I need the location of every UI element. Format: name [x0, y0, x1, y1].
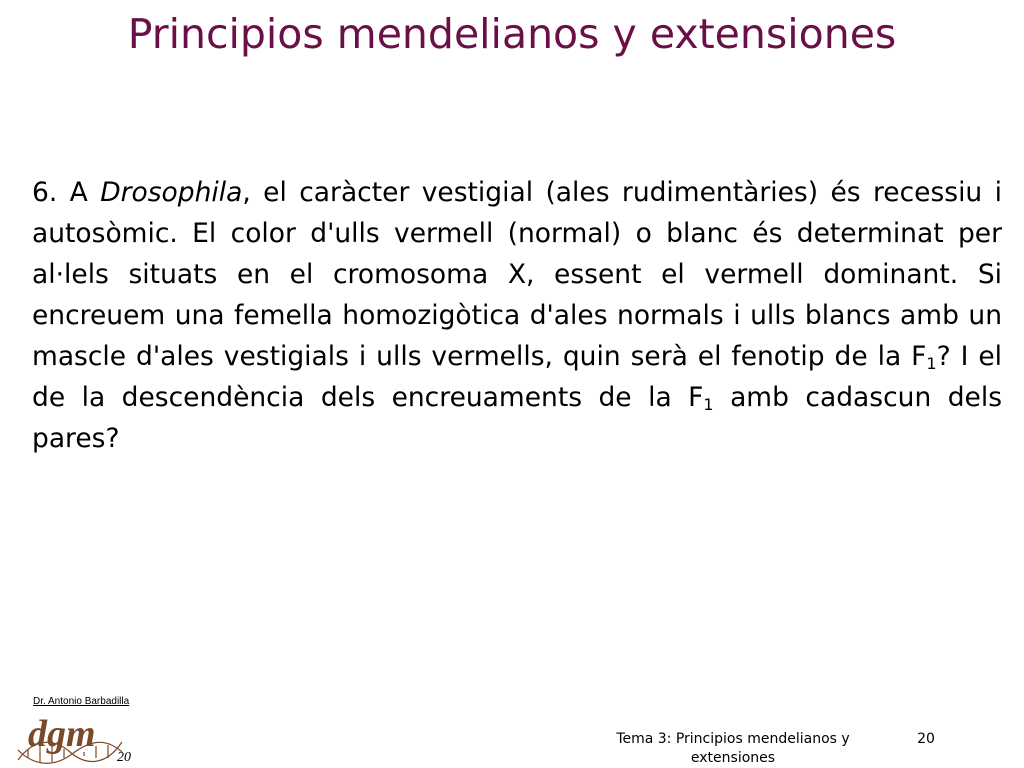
problem-text-part: ? I el de la descendència dels encreuaments de la F	[32, 341, 1002, 413]
subscript-f1: 1	[703, 395, 714, 414]
subscript-f1: 1	[926, 354, 937, 373]
problem-text-part: 6. A	[32, 177, 101, 208]
species-name: Drosophila	[100, 177, 243, 208]
problem-text	[32, 172, 1002, 459]
footer-title: Tema 3: Principios mendelianos y extensiones	[616, 731, 850, 766]
logo-text: dgm	[28, 713, 96, 755]
author-link[interactable]: Dr. Antonio Barbadilla	[33, 696, 130, 707]
logo-number: 20	[117, 750, 131, 765]
slide-title: Principios mendelianos y extensiones	[127, 10, 897, 58]
problem-text-part: amb cadascun dels pares?	[32, 382, 1003, 454]
dgm-logo-graphic	[14, 712, 130, 768]
dgm-logo	[14, 712, 130, 768]
problem-text-part: , el caràcter vestigial (ales rudimentàries) és recessiu i autosòmic. El color d'ulls vermell (normal) o blanc és determinat per al·lels situats en el cromosoma X, essent el vermell dominant. Si encreuem una femella homozigòtica d'ales normals i ulls blancs amb un mascle d'ales vestigials i ulls vermells, quin serà el fenotip de la F	[32, 177, 1002, 372]
page-number: 20	[917, 731, 935, 747]
